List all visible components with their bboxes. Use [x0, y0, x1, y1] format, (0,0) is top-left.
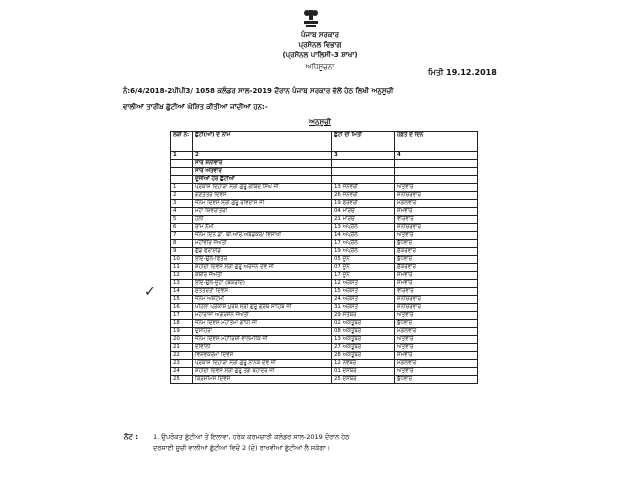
- empty-cell: [171, 160, 193, 168]
- index-row: [171, 152, 478, 160]
- table-row: [171, 376, 478, 384]
- row-weekday: ਸ਼ਨੀਚਰਵਾਰ: [395, 224, 478, 232]
- row-weekday: ਵੀਰਵਾਰ: [395, 288, 478, 296]
- row-weekday: ਸ਼ੁੱਕਰਵਾਰ: [395, 264, 478, 272]
- index-cell: 2: [193, 152, 332, 160]
- row-serial: 13: [171, 280, 193, 288]
- row-weekday: ਐਤਵਾਰ: [395, 336, 478, 344]
- row-holiday-name: ਪ੍ਰਕਾਸ਼ ਦਿਹਾੜਾ ਸ੍ਰੀ ਗੁਰੂ ਗੋਬਿੰਦ ਸਿੰਘ ਜੀ: [193, 184, 332, 192]
- row-holiday-name: ਸ਼ਹੀਦੀ ਦਿਵਸ ਸ੍ਰੀ ਗੁਰੂ ਤੇਗ ਬਹਾਦਰ ਜੀ: [193, 368, 332, 376]
- row-holiday-date: 19 ਫਰਵਰੀ: [332, 200, 395, 208]
- row-holiday-name: ਦੀਵਾਲੀ: [193, 344, 332, 352]
- note-line-2: ਦਰਸਾਈ ਸੂਚੀ ਵਾਲੀਆਂ ਛੁੱਟੀਆਂ ਵਿਚੋਂ 2 (ਦੋ) ਰਾਖਵੀਆਂ ਛੁੱਟੀਆਂ ਲੈ ਸਕੇਗਾ।: [153, 444, 331, 452]
- empty-cell: [395, 160, 478, 168]
- row-serial: 19: [171, 328, 193, 336]
- table-row: [171, 296, 478, 304]
- table-header-row: [171, 132, 478, 152]
- empty-cell: [395, 168, 478, 176]
- row-holiday-date: 13 ਅਪ੍ਰੈਲ: [332, 224, 395, 232]
- row-holiday-name: ਸੁਤੰਤਰਤਾ ਦਿਵਸ: [193, 288, 332, 296]
- row-holiday-date: 05 ਜੂਨ: [332, 256, 395, 264]
- row-holiday-name: ਪ੍ਰਕਾਸ਼ ਦਿਹਾੜਾ ਸ੍ਰੀ ਗੁਰੂ ਨਾਨਕ ਦੇਵ ਜੀ: [193, 360, 332, 368]
- note-label: ਨੋਟ :: [124, 433, 139, 441]
- empty-cell: [332, 176, 395, 184]
- margin-check-mark: ✓: [144, 284, 156, 300]
- row-holiday-date: 19 ਅਪ੍ਰੈਲ: [332, 248, 395, 256]
- table-row: [171, 352, 478, 360]
- row-weekday: ਸ਼ਨੀਚਰਵਾਰ: [395, 192, 478, 200]
- row-holiday-date: 02 ਅਕਤੂਬਰ: [332, 320, 395, 328]
- row-weekday: ਐਤਵਾਰ: [395, 184, 478, 192]
- table-row: [171, 360, 478, 368]
- row-serial: 22: [171, 352, 193, 360]
- row-holiday-name: ਗਣਤੰਤਰ ਦਿਵਸ: [193, 192, 332, 200]
- header-holiday-name: ਛੁੱਟੀ(ਆਂ) ਦੇ ਨਾਮ: [193, 132, 332, 152]
- row-weekday: ਐਤਵਾਰ: [395, 312, 478, 320]
- row-serial: 9: [171, 248, 193, 256]
- row-weekday: ਮੰਗਲਵਾਰ: [395, 360, 478, 368]
- note-line-1: 1. ਉਪਰੋਕਤ ਛੁੱਟੀਆਂ ਤੋਂ ਇਲਾਵਾ, ਹਰੇਕ ਕਰਮਚਾਰੀ ਕਲੰਡਰ ਸਾਲ-2019 ਦੌਰਾਨ ਹੇਠ: [153, 433, 350, 441]
- row-serial: 23: [171, 360, 193, 368]
- row-serial: 17: [171, 312, 193, 320]
- row-holiday-name: ਦੁਸਹਿਰਾ: [193, 328, 332, 336]
- row-weekday: ਸੋਮਵਾਰ: [395, 272, 478, 280]
- row-holiday-date: 01 ਦਸੰਬਰ: [332, 368, 395, 376]
- row-holiday-date: 08 ਅਕਤੂਬਰ: [332, 328, 395, 336]
- row-serial: 8: [171, 240, 193, 248]
- empty-cell: [332, 168, 395, 176]
- emblem-icon: [300, 8, 322, 28]
- row-holiday-date: 21 ਮਾਰਚ: [332, 216, 395, 224]
- category-row: [171, 176, 478, 184]
- notification-title: ਅਧਿਸੂਚਨਾ: [305, 63, 335, 71]
- row-serial: 25: [171, 376, 193, 384]
- row-holiday-date: 13 ਜਨਵਰੀ: [332, 184, 395, 192]
- row-holiday-name: ਹੋਲੀ: [193, 216, 332, 224]
- table-row: [171, 200, 478, 208]
- row-holiday-date: 07 ਜੂਨ: [332, 264, 395, 272]
- row-holiday-date: 31 ਅਗਸਤ: [332, 304, 395, 312]
- row-serial: 2: [171, 192, 193, 200]
- table-row: [171, 256, 478, 264]
- table-row: [171, 216, 478, 224]
- row-holiday-name: ਈਦ-ਉਲ-ਜੂਹਾ (ਬਕਰੀਦ): [193, 280, 332, 288]
- row-serial: 3: [171, 200, 193, 208]
- row-serial: 6: [171, 224, 193, 232]
- row-weekday: ਬੁੱਧਵਾਰ: [395, 240, 478, 248]
- row-weekday: ਐਤਵਾਰ: [395, 344, 478, 352]
- row-holiday-date: 17 ਜੂਨ: [332, 272, 395, 280]
- index-cell: 1: [171, 152, 193, 160]
- row-holiday-name: ਪਹਿਲਾ ਪ੍ਰਕਾਸ਼ ਪੁਰਬ ਸ੍ਰੀ ਗੁਰੂ ਗ੍ਰੰਥ ਸਾਹਿਬ ਜੀ: [193, 304, 332, 312]
- row-holiday-name: ਕਬੀਰ ਜੈਅੰਤੀ: [193, 272, 332, 280]
- row-serial: 10: [171, 256, 193, 264]
- row-serial: 15: [171, 296, 193, 304]
- row-holiday-name: ਈਦ-ਉਲ-ਫਿਤਰ: [193, 256, 332, 264]
- row-holiday-date: 24 ਅਗਸਤ: [332, 296, 395, 304]
- row-holiday-date: 25 ਦਸੰਬਰ: [332, 376, 395, 384]
- table-row: [171, 272, 478, 280]
- row-serial: 21: [171, 344, 193, 352]
- row-weekday: ਐਤਵਾਰ: [395, 368, 478, 376]
- row-weekday: ਮੰਗਲਵਾਰ: [395, 328, 478, 336]
- row-weekday: ਸ਼ਨੀਚਰਵਾਰ: [395, 304, 478, 312]
- table-row: [171, 304, 478, 312]
- table-row: [171, 344, 478, 352]
- row-weekday: ਸੋਮਵਾਰ: [395, 352, 478, 360]
- category-label: ਦੂਜੀਆਂ ਹੋਰ ਛੁੱਟੀਆਂ: [193, 176, 332, 184]
- header-serial: ਲੜੀ ਨੰ:: [171, 132, 193, 152]
- row-serial: 20: [171, 336, 193, 344]
- row-holiday-name: ਕ੍ਰਿਸਮਿਸ ਦਿਵਸ: [193, 376, 332, 384]
- table-row: [171, 232, 478, 240]
- document-date: ਮਿਤੀ 19.12.2018: [428, 68, 497, 77]
- row-holiday-date: 12 ਅਗਸਤ: [332, 280, 395, 288]
- table-row: [171, 184, 478, 192]
- row-serial: 16: [171, 304, 193, 312]
- row-serial: 24: [171, 368, 193, 376]
- row-weekday: ਸੋਮਵਾਰ: [395, 208, 478, 216]
- row-holiday-name: ਗੁੱਡ ਫਰਾਈਡੇ: [193, 248, 332, 256]
- row-serial: 18: [171, 320, 193, 328]
- row-weekday: ਸੋਮਵਾਰ: [395, 280, 478, 288]
- row-holiday-date: 17 ਅਪ੍ਰੈਲ: [332, 240, 395, 248]
- row-holiday-name: ਜਨਮ ਦਿਵਸ ਮਹਾਂਰਿਸ਼ੀ ਵਾਲਮੀਕਿ ਜੀ: [193, 336, 332, 344]
- row-holiday-name: ਸ਼ਹੀਦੀ ਦਿਵਸ ਸ੍ਰੀ ਗੁਰੂ ਅਰਜਨ ਦੇਵ ਜੀ: [193, 264, 332, 272]
- table-row: [171, 248, 478, 256]
- row-serial: 14: [171, 288, 193, 296]
- category-row: [171, 168, 478, 176]
- row-weekday: ਬੁੱਧਵਾਰ: [395, 320, 478, 328]
- index-cell: 4: [395, 152, 478, 160]
- table-row: [171, 208, 478, 216]
- row-holiday-name: ਜਨਮ ਅਸ਼ਟਮੀ: [193, 296, 332, 304]
- row-holiday-name: ਜਨਮ ਦਿਵਸ ਮਹਾਤਮਾ ਗਾਂਧੀ ਜੀ: [193, 320, 332, 328]
- row-holiday-date: 13 ਅਕਤੂਬਰ: [332, 336, 395, 344]
- row-holiday-date: 14 ਅਪ੍ਰੈਲ: [332, 232, 395, 240]
- row-holiday-date: 28 ਅਕਤੂਬਰ: [332, 352, 395, 360]
- category-row: [171, 160, 478, 168]
- row-serial: 12: [171, 272, 193, 280]
- header-weekday: ਹਫ਼ਤੇ ਦੇ ਦਿਨ: [395, 132, 478, 152]
- category-label: ਸਾਰੇ ਸ਼ਨੀਵਾਰ: [193, 160, 332, 168]
- row-weekday: ਬੁੱਧਵਾਰ: [395, 256, 478, 264]
- row-holiday-date: 12 ਨਵੰਬਰ: [332, 360, 395, 368]
- row-holiday-name: ਜਨਮ ਦਿਵਸ ਸ੍ਰੀ ਗੁਰੂ ਰਵਿਦਾਸ ਜੀ: [193, 200, 332, 208]
- table-row: [171, 320, 478, 328]
- empty-cell: [395, 176, 478, 184]
- empty-cell: [171, 168, 193, 176]
- empty-cell: [171, 176, 193, 184]
- row-holiday-name: ਮਹਾਂਵੀਰ ਜੈਅੰਤੀ: [193, 240, 332, 248]
- row-holiday-date: 15 ਅਗਸਤ: [332, 288, 395, 296]
- table-row: [171, 312, 478, 320]
- table-row: [171, 336, 478, 344]
- category-label: ਸਾਰੇ ਐਤਵਾਰ: [193, 168, 332, 176]
- row-holiday-date: 04 ਮਾਰਚ: [332, 208, 395, 216]
- row-weekday: ਸ਼ਨੀਚਰਵਾਰ: [395, 296, 478, 304]
- table-row: [171, 368, 478, 376]
- subject-line: ਵਾਲੀਆਂ ਤਾਰੀਖ਼ ਛੁੱਟੀਆਂ ਘੋਸ਼ਿਤ ਕੀਤੀਆਂ ਜਾਂਦੀਆਂ ਹਨ:-: [123, 103, 268, 111]
- department-title: ਪ੍ਰਸੋਨਲ ਵਿਭਾਗ: [298, 41, 342, 49]
- row-serial: 11: [171, 264, 193, 272]
- row-serial: 1: [171, 184, 193, 192]
- row-weekday: ਮੰਗਲਵਾਰ: [395, 200, 478, 208]
- row-serial: 5: [171, 216, 193, 224]
- row-holiday-name: ਮਹਾ ਸ਼ਿਵਰਾਤਰੀ: [193, 208, 332, 216]
- row-holiday-date: 27 ਅਕਤੂਬਰ: [332, 344, 395, 352]
- holiday-table: [170, 131, 478, 384]
- table-row: [171, 280, 478, 288]
- table-row: [171, 224, 478, 232]
- header-holiday-date: ਛੁੱਟੀ ਦੀ ਮਿਤੀ: [332, 132, 395, 152]
- row-weekday: ਐਤਵਾਰ: [395, 232, 478, 240]
- table-row: [171, 328, 478, 336]
- table-row: [171, 264, 478, 272]
- row-serial: 7: [171, 232, 193, 240]
- table-row: [171, 288, 478, 296]
- schedule-heading: ਅਨੁਸੂਚੀ: [309, 118, 331, 126]
- row-holiday-name: ਵਿਸ਼ਵਕਰਮਾ ਦਿਵਸ: [193, 352, 332, 360]
- row-weekday: ਵੀਰਵਾਰ: [395, 216, 478, 224]
- row-holiday-name: ਜਨਮ ਦਿਨ ਡਾ. ਬੀ.ਆਰ.ਅੰਬੇਡਕਰ/ ਵਿਸਾਖੀ: [193, 232, 332, 240]
- row-holiday-date: 29 ਸਤੰਬਰ: [332, 312, 395, 320]
- row-weekday: ਸ਼ੁੱਕਰਵਾਰ: [395, 248, 478, 256]
- government-title: ਪੰਜਾਬ ਸਰਕਾਰ: [300, 31, 339, 39]
- branch-title: (ਪ੍ਰਸੋਨਲ ਪਾਲਿਸੀ-3 ਸ਼ਾਖਾ): [282, 51, 358, 59]
- table-row: [171, 192, 478, 200]
- table-row: [171, 240, 478, 248]
- row-holiday-date: 26 ਜਨਵਰੀ: [332, 192, 395, 200]
- row-weekday: ਬੁੱਧਵਾਰ: [395, 376, 478, 384]
- row-holiday-name: ਮਹਾਰਾਜਾ ਅਗਰਸੈਨ ਜੈਅੰਤੀ: [193, 312, 332, 320]
- memo-line: ਨੰ:6/4/2018-2ਪੀਪੀ3/ 1058 ਕਲੰਡਰ ਸਾਲ-2019 ਦੌਰਾਨ ਪੰਜਾਬ ਸਰਕਾਰ ਵੱਲੋਂ ਹੇਠ ਲਿਖੀ ਅਨੁਸੂਚੀ: [123, 87, 394, 95]
- index-cell: 3: [332, 152, 395, 160]
- empty-cell: [332, 160, 395, 168]
- row-holiday-name: ਰਾਮ ਨੌਮੀ: [193, 224, 332, 232]
- row-serial: 4: [171, 208, 193, 216]
